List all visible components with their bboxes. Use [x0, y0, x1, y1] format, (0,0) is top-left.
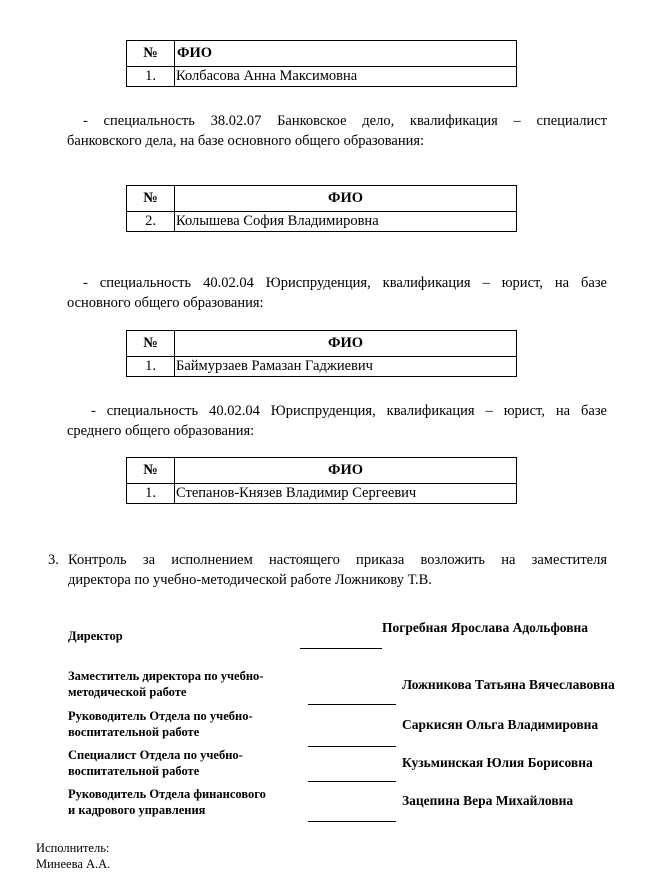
title-line: Специалист Отдела по учебно-	[68, 748, 243, 762]
signature-line	[308, 704, 396, 705]
table-row	[127, 484, 517, 504]
signature-title-director: Директор	[68, 629, 123, 643]
row-fio: Степанов-Князев Владимир Сергеевич	[175, 484, 517, 504]
title-line: Заместитель директора по учебно-	[68, 669, 264, 683]
signature-title-deputy	[68, 668, 263, 700]
paragraph-line: среднего общего образования:	[67, 423, 255, 439]
title-line: воспитательной работе	[68, 725, 200, 739]
signature-line	[308, 821, 396, 822]
paragraph-line: Контроль за исполнением настоящего приказа возложить на заместителя	[68, 552, 607, 568]
row-number: 2.	[127, 212, 175, 232]
signature-name-edu-head: Саркисян Ольга Владимировна	[402, 717, 599, 732]
signature-name-edu-specialist: Кузьминская Юлия Борисовна	[402, 755, 593, 770]
title-line: методической работе	[68, 685, 187, 699]
table-header-fio: ФИО	[175, 458, 517, 484]
executor-block	[36, 840, 110, 872]
paragraph-line: банковского дела, на базе основного общего образования:	[67, 133, 425, 149]
table-row	[127, 67, 517, 87]
signature-title-finance-head	[68, 786, 266, 818]
title-line: Руководитель Отдела финансового	[68, 787, 266, 801]
specialty-paragraph-3	[67, 401, 607, 441]
table-header-num: №	[127, 41, 175, 67]
specialty-paragraph-1	[67, 111, 607, 151]
student-table-3	[126, 330, 517, 377]
row-fio: Баймурзаев Рамазан Гаджиевич	[175, 357, 517, 377]
row-fio: Колбасова Анна Максимовна	[175, 67, 517, 87]
signature-title-edu-head	[68, 708, 253, 740]
signature-title-edu-specialist	[68, 747, 243, 779]
student-table-2	[126, 185, 517, 232]
table-header-num: №	[127, 186, 175, 212]
title-line: и кадрового управления	[68, 803, 206, 817]
table-row	[127, 212, 517, 232]
table-header-num: №	[127, 458, 175, 484]
row-fio: Колышева София Владимировна	[175, 212, 517, 232]
title-line: Руководитель Отдела по учебно-	[68, 709, 253, 723]
paragraph-line: - специальность 40.02.04 Юриспруденция, квалификация – юрист, на базе	[83, 275, 607, 291]
executor-label: Исполнитель:	[36, 841, 110, 855]
item-3-text	[68, 550, 607, 590]
table-header-fio: ФИО	[175, 41, 517, 67]
paragraph-line: директора по учебно-методической работе Ложникову Т.В.	[68, 572, 432, 588]
student-table-4	[126, 457, 517, 504]
row-number: 1.	[127, 484, 175, 504]
row-number: 1.	[127, 67, 175, 87]
table-row	[127, 357, 517, 377]
specialty-paragraph-2	[67, 273, 607, 313]
table-header-num: №	[127, 331, 175, 357]
paragraph-line: - специальность 38.02.07 Банковское дело, квалификация – специалист	[83, 113, 607, 129]
signature-name-director: Погребная Ярослава Адольфовна	[382, 620, 589, 635]
table-header-fio: ФИО	[175, 186, 517, 212]
row-number: 1.	[127, 357, 175, 377]
signature-line	[308, 746, 396, 747]
signature-line	[300, 648, 382, 649]
paragraph-line: основного общего образования:	[67, 295, 264, 311]
signature-line	[308, 781, 396, 782]
signature-name-deputy: Ложникова Татьяна Вячеславовна	[402, 677, 615, 692]
paragraph-line: - специальность 40.02.04 Юриспруденция, квалификация – юрист, на базе	[91, 403, 607, 419]
student-table-1	[126, 40, 517, 87]
executor-name: Минеева А.А.	[36, 857, 111, 871]
item-3-number: 3.	[48, 552, 59, 568]
signature-name-finance-head: Зацепина Вера Михайловна	[402, 793, 574, 808]
title-line: воспитательной работе	[68, 764, 200, 778]
table-header-fio: ФИО	[175, 331, 517, 357]
